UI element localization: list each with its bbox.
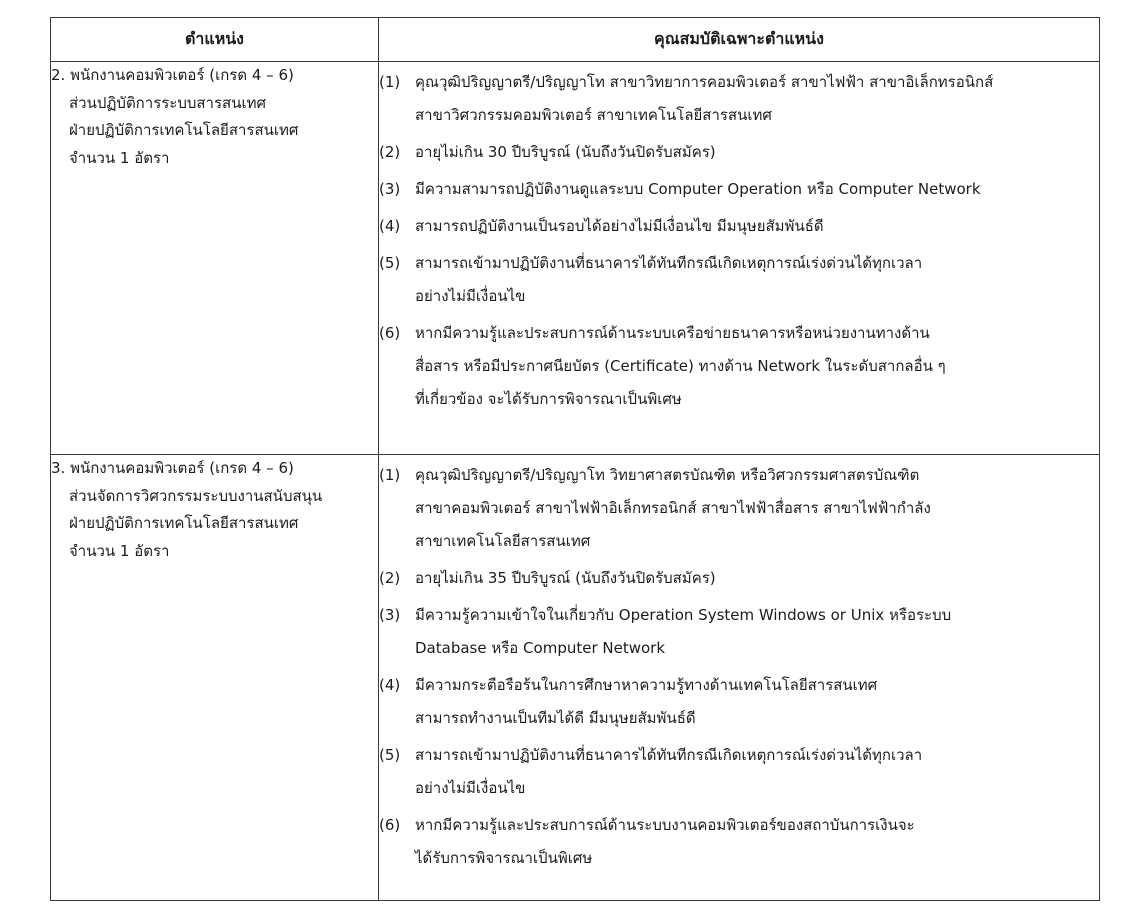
qualification-item — [379, 562, 1099, 595]
qualification-item — [379, 247, 1099, 313]
item-text — [415, 599, 1099, 665]
item-text — [415, 173, 1099, 206]
qualification-item — [379, 317, 1099, 416]
header-position: ตำแหน่ง — [51, 18, 379, 62]
item-line: คุณวุฒิปริญญาตรี/ปริญญาโท วิทยาศาสตรบัณฑิต หรือวิศวกรรมศาสตรบัณฑิต — [415, 466, 920, 484]
qualification-item — [379, 136, 1099, 169]
table-row — [51, 62, 1100, 455]
qualification-item — [379, 210, 1099, 243]
position-section: ส่วนจัดการวิศวกรรมระบบงานสนับสนุน — [69, 486, 323, 505]
item-text — [415, 809, 1099, 875]
item-text — [415, 562, 1099, 595]
item-text — [415, 66, 1099, 132]
item-number: (6) — [379, 324, 401, 342]
qualification-item — [379, 66, 1099, 132]
qualifications-cell — [379, 62, 1100, 455]
item-line: สามารถปฏิบัติงานเป็นรอบได้อย่างไม่มีเงื่อนไข มีมนุษยสัมพันธ์ดี — [415, 217, 824, 235]
item-number: (2) — [379, 569, 401, 587]
item-line: มีความรู้ความเข้าใจในเกี่ยวกับ Operation System Windows or Unix หรือระบบ — [415, 606, 952, 624]
item-text — [415, 247, 1099, 313]
item-number: (2) — [379, 143, 401, 161]
qualification-item — [379, 599, 1099, 665]
item-line: มีความกระตือรือร้นในการศึกษาหาความรู้ทางด้านเทคโนโลยีสารสนเทศ — [415, 676, 878, 694]
item-line: สามารถทำงานเป็นทีมได้ดี มีมนุษยสัมพันธ์ดี — [415, 709, 696, 727]
item-text — [415, 210, 1099, 243]
position-cell — [51, 455, 379, 901]
item-text — [415, 136, 1099, 169]
position-count: จำนวน 1 อัตรา — [69, 148, 170, 167]
header-qualifications: คุณสมบัติเฉพาะตำแหน่ง — [379, 18, 1100, 62]
item-line: Database หรือ Computer Network — [415, 639, 666, 657]
item-line: อายุไม่เกิน 35 ปีบริบูรณ์ (นับถึงวันปิดรับสมัคร) — [415, 569, 716, 587]
item-line: หากมีความรู้และประสบการณ์ด้านระบบงานคอมพิวเตอร์ของสถาบันการเงินจะ — [415, 816, 915, 834]
item-number: (1) — [379, 466, 401, 484]
item-line: ที่เกี่ยวข้อง จะได้รับการพิจารณาเป็นพิเศษ — [415, 390, 682, 408]
qualification-item — [379, 173, 1099, 206]
item-text — [415, 739, 1099, 805]
item-line: สาขาเทคโนโลยีสารสนเทศ — [415, 532, 591, 550]
table-row — [51, 455, 1100, 901]
qualification-item — [379, 739, 1099, 805]
item-number: (4) — [379, 217, 401, 235]
item-line: ได้รับการพิจารณาเป็นพิเศษ — [415, 849, 593, 867]
item-line: อายุไม่เกิน 30 ปีบริบูรณ์ (นับถึงวันปิดรับสมัคร) — [415, 143, 716, 161]
item-line: มีความสามารถปฏิบัติงานดูแลระบบ Computer Operation หรือ Computer Network — [415, 180, 981, 198]
item-number: (4) — [379, 676, 401, 694]
position-count: จำนวน 1 อัตรา — [69, 541, 170, 560]
item-number: (3) — [379, 606, 401, 624]
item-line: สามารถเข้ามาปฏิบัติงานที่ธนาคารได้ทันทีกรณีเกิดเหตุการณ์เร่งด่วนได้ทุกเวลา — [415, 254, 923, 272]
item-line: อย่างไม่มีเงื่อนไข — [415, 287, 526, 305]
position-title: 2. พนักงานคอมพิวเตอร์ (เกรด 4 – 6) — [51, 66, 294, 84]
qualification-item — [379, 809, 1099, 875]
item-number: (3) — [379, 180, 401, 198]
position-department: ฝ่ายปฏิบัติการเทคโนโลยีสารสนเทศ — [69, 121, 299, 139]
item-text — [415, 459, 1099, 558]
item-number: (5) — [379, 254, 401, 272]
item-text — [415, 317, 1099, 416]
qualifications-cell — [379, 455, 1100, 901]
item-line: หากมีความรู้และประสบการณ์ด้านระบบเครือข่ายธนาคารหรือหน่วยงานทางด้าน — [415, 324, 930, 342]
item-line: สามารถเข้ามาปฏิบัติงานที่ธนาคารได้ทันทีกรณีเกิดเหตุการณ์เร่งด่วนได้ทุกเวลา — [415, 746, 923, 764]
item-line: อย่างไม่มีเงื่อนไข — [415, 779, 526, 797]
qualification-item — [379, 459, 1099, 558]
item-number: (5) — [379, 746, 401, 764]
item-number: (6) — [379, 816, 401, 834]
position-section: ส่วนปฏิบัติการระบบสารสนเทศ — [69, 93, 266, 112]
item-number: (1) — [379, 73, 401, 91]
item-line: สาขาวิศวกรรมคอมพิวเตอร์ สาขาเทคโนโลยีสารสนเทศ — [415, 106, 772, 124]
item-line: สาขาคอมพิวเตอร์ สาขาไฟฟ้าอิเล็กทรอนิกส์ สาขาไฟฟ้าสื่อสาร สาขาไฟฟ้ากำลัง — [415, 499, 931, 517]
position-department: ฝ่ายปฏิบัติการเทคโนโลยีสารสนเทศ — [69, 514, 299, 532]
item-text — [415, 669, 1099, 735]
qualifications-table — [50, 17, 1100, 901]
position-cell — [51, 62, 379, 455]
qualification-item — [379, 669, 1099, 735]
position-title: 3. พนักงานคอมพิวเตอร์ (เกรด 4 – 6) — [51, 459, 294, 477]
item-line: สื่อสาร หรือมีประกาศนียบัตร (Certificate) ทางด้าน Network ในระดับสากลอื่น ๆ — [415, 357, 946, 375]
table-header-row — [51, 18, 1100, 62]
item-line: คุณวุฒิปริญญาตรี/ปริญญาโท สาขาวิทยาการคอมพิวเตอร์ สาขาไฟฟ้า สาขาอิเล็กทรอนิกส์ — [415, 73, 994, 91]
